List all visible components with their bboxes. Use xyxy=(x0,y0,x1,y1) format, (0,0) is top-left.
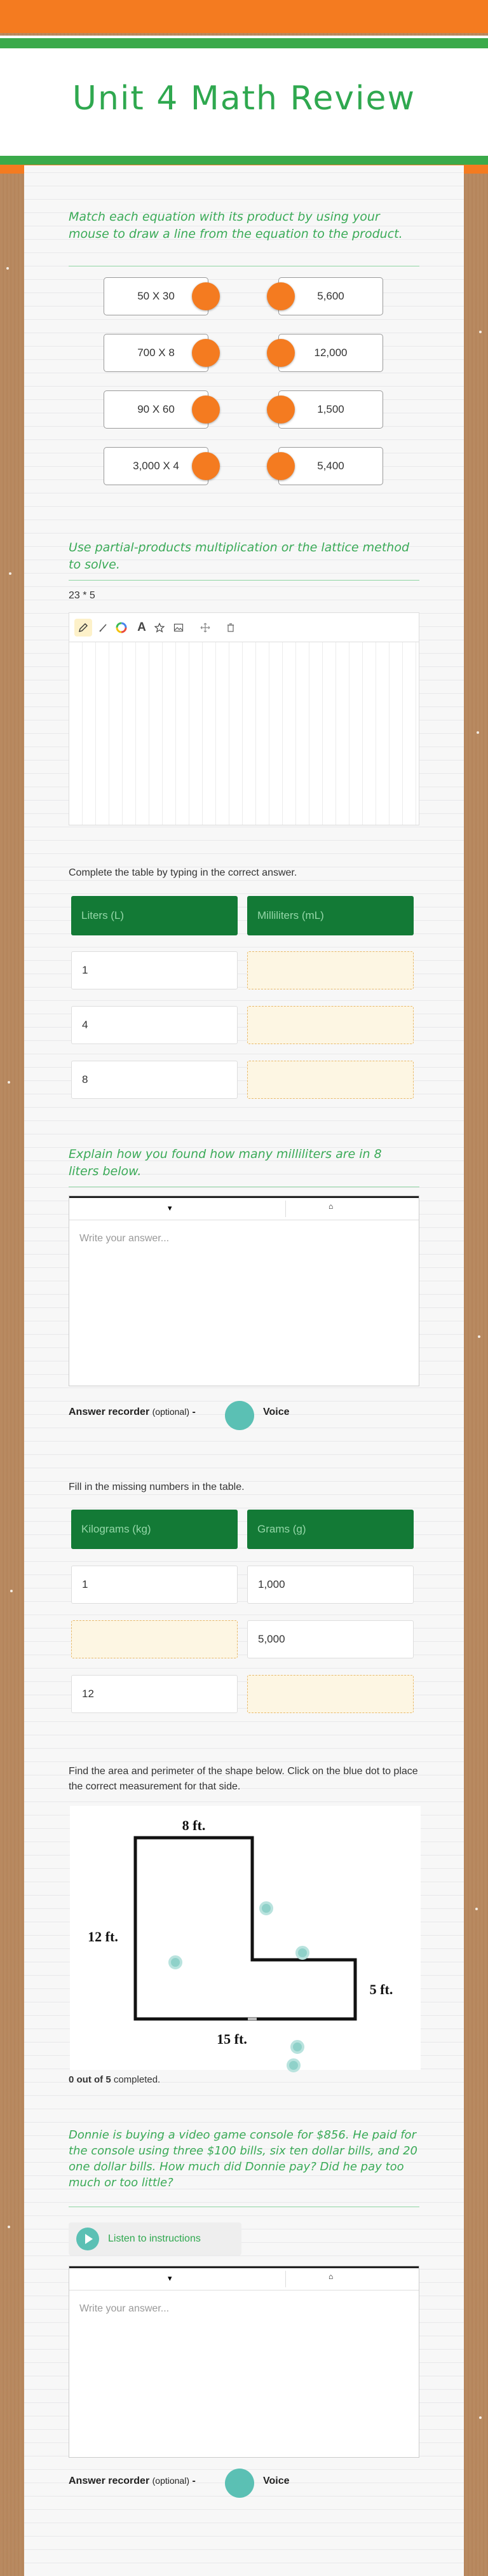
l-shape-figure xyxy=(70,1806,421,2070)
color-icon[interactable] xyxy=(112,619,130,637)
listen-label: Listen to instructions xyxy=(108,2233,201,2244)
listen-instructions-button[interactable] xyxy=(69,2222,241,2256)
measure-dot-2[interactable] xyxy=(295,1946,309,1960)
q7-prompt: Donnie is buying a video game console for $856. He paid for the console using three $100 bills, six ten dollar bills, and 20 one dollar bills. How much did Donnie pay? Did he pay too much or too little? xyxy=(69,2128,417,2189)
match-left-2: 700 X 8 xyxy=(104,334,208,372)
decor-dot xyxy=(477,731,479,734)
measure-dot-1[interactable] xyxy=(259,1901,273,1915)
text-icon[interactable]: A xyxy=(137,621,146,634)
q7-voice-label: Voice xyxy=(263,2476,290,2486)
grams-cell-2: 5,000 xyxy=(247,1620,414,1658)
shape-label-top: 8 ft. xyxy=(182,1817,206,1833)
table-header-milliliters: Milliliters (mL) xyxy=(247,896,414,935)
link-icon[interactable]: ⌂ xyxy=(329,1202,334,1211)
q4-answer-toolbar xyxy=(69,1196,419,1220)
decor-dot xyxy=(479,331,482,333)
grams-input-3[interactable] xyxy=(247,1675,414,1713)
q4-answer-recorder-label: Answer recorder (optional) - xyxy=(69,1407,196,1417)
q4-voice-label: Voice xyxy=(263,1407,290,1417)
decor-dot xyxy=(8,2226,10,2228)
match-right-2: 12,000 xyxy=(278,334,383,372)
grams-cell-1: 1,000 xyxy=(247,1566,414,1604)
table-header-kilograms: Kilograms (kg) xyxy=(71,1510,238,1549)
image-icon[interactable] xyxy=(170,619,187,637)
q1-prompt: Match each equation with its product by using your mouse to draw a line from the equation to the product. xyxy=(69,210,403,241)
match-right-knob-2[interactable] xyxy=(267,339,295,367)
liters-cell-1: 1 xyxy=(71,951,238,989)
pencil-icon[interactable] xyxy=(74,619,92,637)
link-icon[interactable]: ⌂ xyxy=(329,2272,334,2281)
move-icon[interactable] xyxy=(196,619,214,637)
play-icon[interactable] xyxy=(76,2228,99,2250)
milliliters-input-2[interactable] xyxy=(247,1006,414,1044)
measure-dot-5[interactable] xyxy=(287,2058,301,2072)
milliliters-input-3[interactable] xyxy=(247,1061,414,1099)
shape-label-bottom: 15 ft. xyxy=(217,2031,247,2047)
q4-prompt: Explain how you found how many milliliters are in 8 liters below. xyxy=(69,1147,382,1178)
match-right-knob-4[interactable] xyxy=(267,452,295,480)
q2-rule xyxy=(69,580,419,581)
trash-icon[interactable] xyxy=(222,619,240,637)
q4-voice-record-button[interactable] xyxy=(225,1401,254,1430)
header-orange-stripe xyxy=(0,0,488,33)
toolbar-divider xyxy=(285,1201,286,1217)
q4-answer-box[interactable] xyxy=(69,1195,419,1386)
measure-dot-4[interactable] xyxy=(290,2040,304,2054)
match-right-4: 5,400 xyxy=(278,447,383,485)
kg-input-2[interactable] xyxy=(71,1620,238,1658)
toolbar-divider xyxy=(285,2271,286,2287)
table-header-grams: Grams (g) xyxy=(247,1510,414,1549)
shape-label-left: 12 ft. xyxy=(88,1929,118,1945)
milliliters-input-1[interactable] xyxy=(247,951,414,989)
q6-progress: 0 out of 5 completed. xyxy=(69,2074,161,2085)
q6-prompt: Find the area and perimeter of the shape below. Click on the blue dot to place the correct measurement for that side. xyxy=(69,1766,418,1792)
shape-area xyxy=(70,1806,421,2070)
q7-answer-recorder-label: Answer recorder (optional) - xyxy=(69,2476,196,2486)
liters-cell-2: 4 xyxy=(71,1006,238,1044)
pen-icon[interactable] xyxy=(95,619,112,637)
decor-dot xyxy=(6,267,9,270)
match-right-3: 1,500 xyxy=(278,390,383,429)
page-title: Unit 4 Math Review xyxy=(72,79,416,118)
table-header-liters: Liters (L) xyxy=(71,896,238,935)
q2-problem: 23 * 5 xyxy=(69,590,95,601)
format-dropdown-icon[interactable]: ▾ xyxy=(168,2273,172,2283)
decor-dot xyxy=(9,572,11,575)
match-left-knob-3[interactable] xyxy=(192,396,220,424)
q5-prompt: Fill in the missing numbers in the table. xyxy=(69,1482,245,1492)
match-right-knob-3[interactable] xyxy=(267,396,295,424)
match-left-4: 3,000 X 4 xyxy=(104,447,208,485)
decor-dot xyxy=(479,2416,482,2419)
decor-dot xyxy=(8,1081,10,1084)
q2-prompt: Use partial-products multiplication or the lattice method to solve. xyxy=(69,541,410,572)
decor-dot xyxy=(478,1335,480,1338)
drawing-canvas[interactable] xyxy=(69,612,419,825)
match-left-1: 50 X 30 xyxy=(104,277,208,315)
liters-cell-3: 8 xyxy=(71,1061,238,1099)
match-left-knob-4[interactable] xyxy=(192,452,220,480)
format-dropdown-icon[interactable]: ▾ xyxy=(168,1203,172,1213)
match-left-3: 90 X 60 xyxy=(104,390,208,429)
measure-dot-3[interactable] xyxy=(168,1955,182,1969)
match-right-1: 5,600 xyxy=(278,277,383,315)
q7-answer-box[interactable] xyxy=(69,2266,419,2458)
q7-answer-placeholder: Write your answer... xyxy=(79,2303,170,2314)
header-bottom-green xyxy=(0,156,488,165)
kg-cell-3: 12 xyxy=(71,1675,238,1713)
match-left-knob-2[interactable] xyxy=(192,339,220,367)
decor-dot xyxy=(475,1908,478,1910)
star-icon[interactable] xyxy=(151,619,168,637)
match-left-knob-1[interactable] xyxy=(192,282,220,310)
kg-cell-1: 1 xyxy=(71,1566,238,1604)
drawing-toolbar xyxy=(69,613,419,642)
match-right-knob-1[interactable] xyxy=(267,282,295,310)
decor-dot xyxy=(10,1590,13,1592)
q7-answer-toolbar xyxy=(69,2266,419,2290)
header-green-stripe xyxy=(0,38,488,48)
q3-prompt: Complete the table by typing in the correct answer. xyxy=(69,867,297,878)
shape-label-right: 5 ft. xyxy=(369,1981,393,1997)
q7-voice-record-button[interactable] xyxy=(225,2469,254,2498)
q4-answer-placeholder: Write your answer... xyxy=(79,1233,170,1244)
